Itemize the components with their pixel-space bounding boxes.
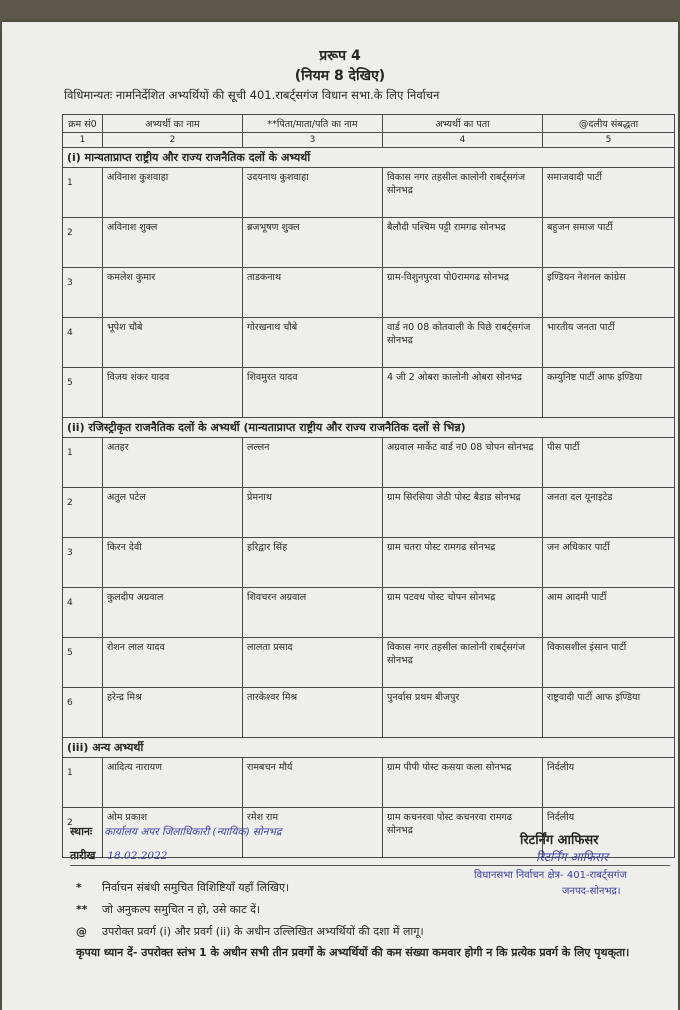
cell-address: वार्ड न0 08 कोतवाली के पिछे राबर्ट्सगंज सोनभद्र (383, 318, 543, 368)
cell-relative: ब्रजभूषण शुक्ल (243, 218, 383, 268)
cell-serial: 2 (63, 808, 103, 858)
date-label: तारीख (70, 849, 96, 862)
cell-party: बहुजन समाज पार्टी (543, 218, 675, 268)
column-number-row (63, 133, 675, 148)
note-mark: @ (76, 925, 87, 938)
table-row (63, 168, 675, 218)
section-title: (iii) अन्य अभ्यर्थी (63, 738, 675, 758)
place-line (70, 824, 281, 839)
rule-reference: (नियम 8 देखिए) (294, 68, 386, 84)
cell-party: विकासशील इंसान पार्टी (543, 638, 675, 688)
place-label: स्थानः (70, 825, 93, 838)
note-item (76, 924, 424, 939)
cell-name: कुलदीप अग्रवाल (103, 588, 243, 638)
cell-name: भूपेश चौबे (103, 318, 243, 368)
table-row (63, 268, 675, 318)
cell-relative: उदयनाथ कुशवाहा (243, 168, 383, 218)
header-party: @दलीय संबद्धता (543, 115, 675, 133)
cell-serial: 3 (63, 538, 103, 588)
officer-signature: रिटर्निंग आफिसर (536, 850, 609, 864)
note-item (76, 880, 289, 895)
cell-address: ग्राम पीपी पोस्ट कसया कला सोनभद्र (383, 758, 543, 808)
cell-relative: प्रेमनाथ (243, 488, 383, 538)
section-title: (i) मान्यताप्राप्त राष्ट्रीय और राज्य राजनैतिक दलों के अभ्यर्थी (63, 148, 675, 168)
cell-serial: 4 (63, 318, 103, 368)
cell-address: बैलौदी पश्चिम पट्टी रामगढ सोनभद्र (383, 218, 543, 268)
cell-address: ग्राम चतरा पोस्ट रामगढ सोनभद्र (383, 538, 543, 588)
cell-serial: 1 (63, 438, 103, 488)
cell-serial: 5 (63, 638, 103, 688)
header-name: अभ्यर्थी का नाम (103, 115, 243, 133)
cell-relative: शिवचरन अग्रवाल (243, 588, 383, 638)
cell-relative: शिवमुरत यादव (243, 368, 383, 418)
note-item (76, 902, 260, 917)
cell-name: किरन देवी (103, 538, 243, 588)
cell-party: पीस पार्टी (543, 438, 675, 488)
cell-serial: 2 (63, 218, 103, 268)
cell-name: अतहर (103, 438, 243, 488)
form-title: प्ररूप 4 (319, 48, 361, 64)
section-title: (ii) रजिस्ट्रीकृत राजनैतिक दलों के अभ्यर्थी (मान्यताप्राप्त राष्ट्रीय और राज्य राजनैतिक दलों से भिन्न) (63, 418, 675, 438)
cell-relative: ताडकनाथ (243, 268, 383, 318)
cell-relative: हरिद्वार सिंह (243, 538, 383, 588)
cell-serial: 1 (63, 758, 103, 808)
cell-address: ग्राम पटवध पोस्ट चोपन सोनभद्र (383, 588, 543, 638)
date-value: 18.02.2022 (107, 850, 168, 862)
cell-name: विजय शंकर यादव (103, 368, 243, 418)
cell-name: रोशन लाल यादव (103, 638, 243, 688)
form-sheet (2, 22, 678, 1010)
cell-name: कमलेश कुमार (103, 268, 243, 318)
cell-party: निर्दलीय (543, 758, 675, 808)
table-row (63, 538, 675, 588)
cell-address: विकास नगर तहसील कालोनी राबर्ट्सगंज सोनभद्र (383, 638, 543, 688)
place-value: कार्यालय अपर जिलाधिकारी (न्यायिक) सोनभद्र (104, 826, 282, 838)
cell-party: आम आदमी पार्टी (543, 588, 675, 638)
cell-relative: लालता प्रसाद (243, 638, 383, 688)
cell-serial: 2 (63, 488, 103, 538)
cell-party: जनता दल यूनाइटेड (543, 488, 675, 538)
table-row (63, 438, 675, 488)
cell-address: विकास नगर तहसील कालोनी राबर्ट्सगंज सोनभद्र (383, 168, 543, 218)
cell-relative: गोरखनाथ चौबे (243, 318, 383, 368)
table-row (63, 368, 675, 418)
cell-name: अविनाश कुशवाहा (103, 168, 243, 218)
note-mark: * (76, 881, 82, 894)
cell-relative: रमेश राम (243, 808, 383, 858)
cell-party: जन अधिकार पार्टी (543, 538, 675, 588)
table-row (63, 488, 675, 538)
cell-party: कम्युनिष्ट पार्टी आफ इण्डिया (543, 368, 675, 418)
table-row (63, 688, 675, 738)
col-number: 1 (63, 133, 103, 148)
col-number: 3 (243, 133, 383, 148)
cell-address: ग्राम सिरसिया जेठी पोस्ट बैडाड सोनभद्र (383, 488, 543, 538)
col-number: 5 (543, 133, 675, 148)
cell-name: हरेन्द्र मिश्र (103, 688, 243, 738)
cell-address: अग्रवाल मार्केट वार्ड न0 08 चोपन सोनभद्र (383, 438, 543, 488)
officer-stamp-line1: विधानसभा निर्वाचन क्षेत्र- 401-राबर्ट्सगंज (474, 870, 627, 881)
col-number: 4 (383, 133, 543, 148)
cell-relative: लल्लन (243, 438, 383, 488)
cell-address: ग्राम कचनरवा पोस्ट कचनरवा रामगढ सोनभद्र (383, 808, 543, 858)
table-row (63, 218, 675, 268)
cell-address: 4 जी 2 ओबरा कालोनी ओबरा सोनभद्र (383, 368, 543, 418)
header-relative: **पिता/माता/पति का नाम (243, 115, 383, 133)
cell-serial: 5 (63, 368, 103, 418)
cell-serial: 3 (63, 268, 103, 318)
table-row (63, 588, 675, 638)
cell-name: अतुल पटेल (103, 488, 243, 538)
section-header (63, 418, 675, 438)
cell-serial: 1 (63, 168, 103, 218)
note-text: निर्वाचन संबंधी समुचित विशिष्टियॉं यहॉं लिखिए। (102, 881, 290, 894)
officer-title: रिटर्निंग आफिसर (520, 833, 599, 848)
table-row (63, 638, 675, 688)
list-subtitle: विधिमान्यतः नामनिर्देशित अभ्यर्थियों की सूची 401.राबर्ट्सगंज विधान सभा.के लिए निर्वाचन (64, 88, 440, 102)
table-header-row (63, 115, 675, 133)
cell-name: आदित्य नारायण (103, 758, 243, 808)
attention-note: कृपया ध्यान दें- उपरोक्त स्तंभ 1 के अधीन सभी तीन प्रवर्गों के अभ्यर्थियों की कम संख्या कमवार होगी न कि प्रत्येक प्रवर्ग के लिए पृथक्‌ता। (76, 946, 630, 959)
cell-relative: रामबचन मौर्य (243, 758, 383, 808)
candidate-table (62, 114, 675, 858)
header-serial: क्रम सं0 (63, 115, 103, 133)
cell-party: निर्दलीय (543, 808, 675, 858)
note-text: जो अनुकल्प समुचित न हो, उसे काट दें। (102, 903, 261, 916)
cell-serial: 6 (63, 688, 103, 738)
col-number: 2 (103, 133, 243, 148)
table-row (63, 758, 675, 808)
header-address: अभ्यर्थी का पता (383, 115, 543, 133)
cell-party: राष्ट्रवादी पार्टी आफ इण्डिया (543, 688, 675, 738)
section-header (63, 738, 675, 758)
cell-serial: 4 (63, 588, 103, 638)
cell-address: ग्राम-विशुनपुरवा पो0रामगढ सोनभद्र (383, 268, 543, 318)
officer-stamp-line2: जनपद-सोनभद्र। (562, 886, 621, 897)
cell-party: इण्डियन नेशनल कांग्रेस (543, 268, 675, 318)
cell-relative: तारकेश्वर मिश्र (243, 688, 383, 738)
cell-party: भारतीय जनता पार्टी (543, 318, 675, 368)
note-mark: ** (76, 903, 88, 916)
cell-name: अविनाश शुक्ल (103, 218, 243, 268)
section-header (63, 148, 675, 168)
note-text: उपरोक्त प्रवर्ग (i) और प्रवर्ग (ii) के अधीन उल्लिखित अभ्यर्थियों की दशा में लागू। (102, 925, 424, 938)
cell-party: समाजवादी पार्टी (543, 168, 675, 218)
cell-address: पुनर्वास प्रथम बीजपुर (383, 688, 543, 738)
divider (70, 865, 670, 866)
date-line (70, 848, 167, 863)
table-row (63, 318, 675, 368)
cell-name: ओम प्रकाश (103, 808, 243, 858)
